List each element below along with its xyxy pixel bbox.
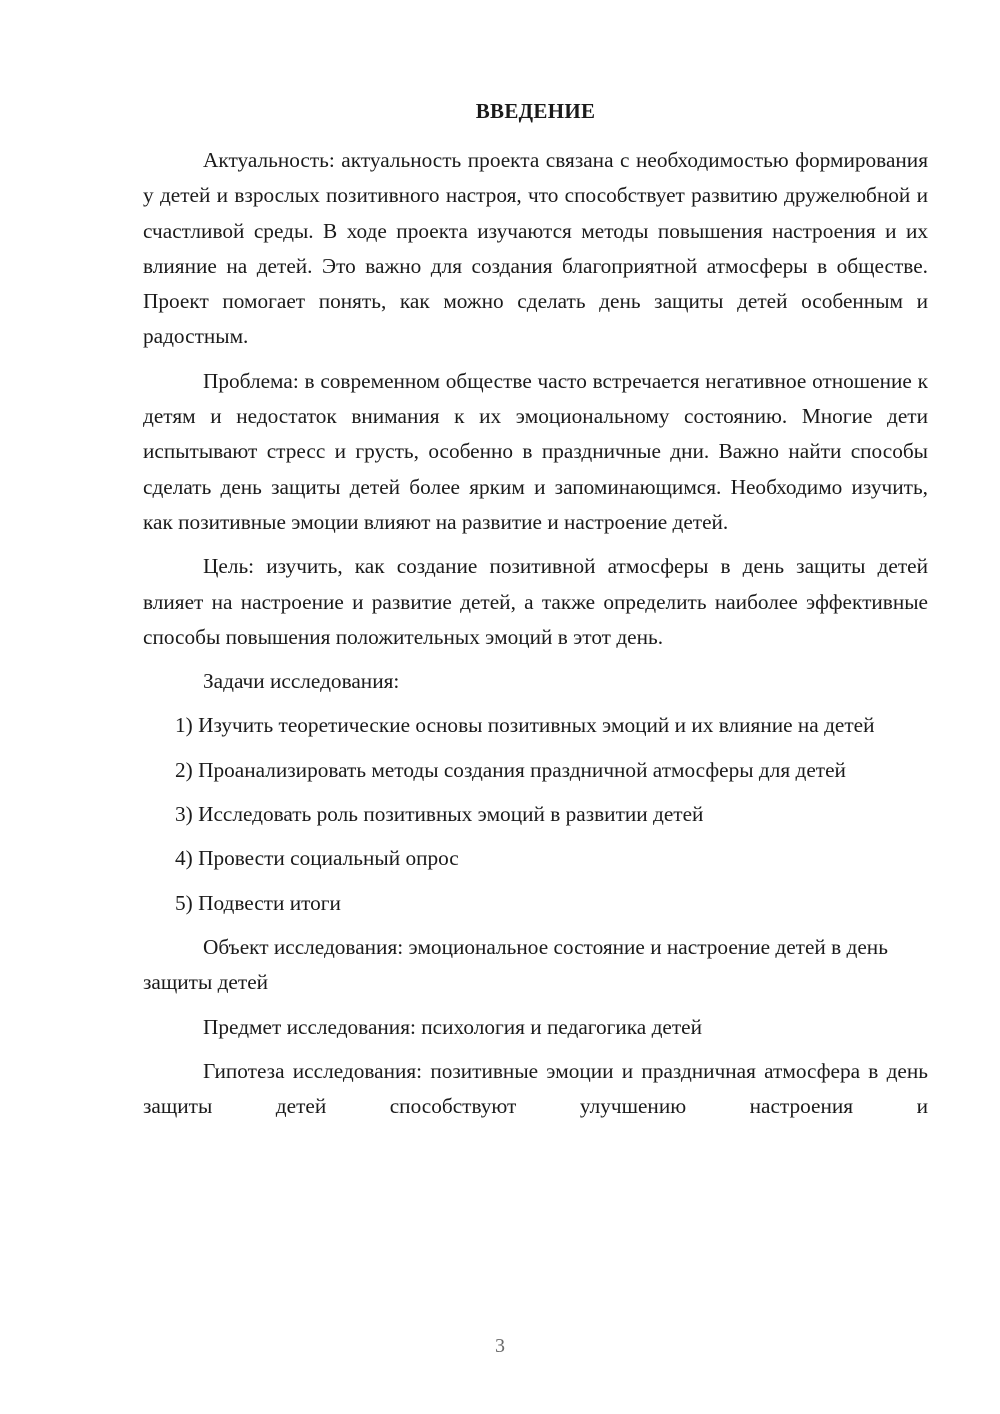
paragraph-subject: Предмет исследования: психология и педагогика детей [203, 1014, 703, 1039]
task-item-3: 3) Исследовать роль позитивных эмоций в развитии детей [175, 802, 704, 827]
page-number: 3 [495, 1335, 505, 1357]
task-item-4: 4) Провести социальный опрос [175, 846, 459, 871]
task-item-2: 2) Проанализировать методы создания праздничной атмосферы для детей [175, 757, 846, 782]
tasks-heading: Задачи исследования: [203, 669, 400, 694]
paragraph-relevance: Актуальность: актуальность проекта связана с необходимостью формирования у детей и взрослых позитивного настроя, что способствует развитию дружелюбной и счастливой среды. В ходе проекта изучаются методы повышения настроения и их влияние на детей. Это важно для создания благоприятной атмосферы в обществе. Проект помогает понять, как можно сделать день защиты детей особенным и радостным. [143, 148, 928, 349]
paragraph-hypothesis: Гипотеза исследования: позитивные эмоции и праздничная атмосфера в день защиты детей способствуют улучшению настроения и [143, 1058, 928, 1119]
page-title: ВВЕДЕНИЕ [475, 99, 596, 123]
paragraph-goal: Цель: изучить, как создание позитивной атмосферы в день защиты детей влияет на настроение и развитие детей, а также определить наиболее эффективные способы повышения положительных эмоций в этот день. [143, 554, 928, 649]
task-item-1: 1) Изучить теоретические основы позитивных эмоций и их влияние на детей [175, 713, 875, 738]
task-item-5: 5) Подвести итоги [175, 890, 341, 915]
paragraph-object: Объект исследования: эмоциональное состояние и настроение детей в день защиты детей [143, 934, 888, 995]
paragraph-problem: Проблема: в современном обществе часто встречается негативное отношение к детям и недостаток внимания к их эмоциональному состоянию. Многие дети испытывают стресс и грусть, особенно в праздничные дни. Важно найти способы сделать день защиты детей более ярким и запоминающимся. Необходимо изучить, как позитивные эмоции влияют на развитие и настроение детей. [143, 368, 928, 534]
document-body [143, 143, 928, 1133]
